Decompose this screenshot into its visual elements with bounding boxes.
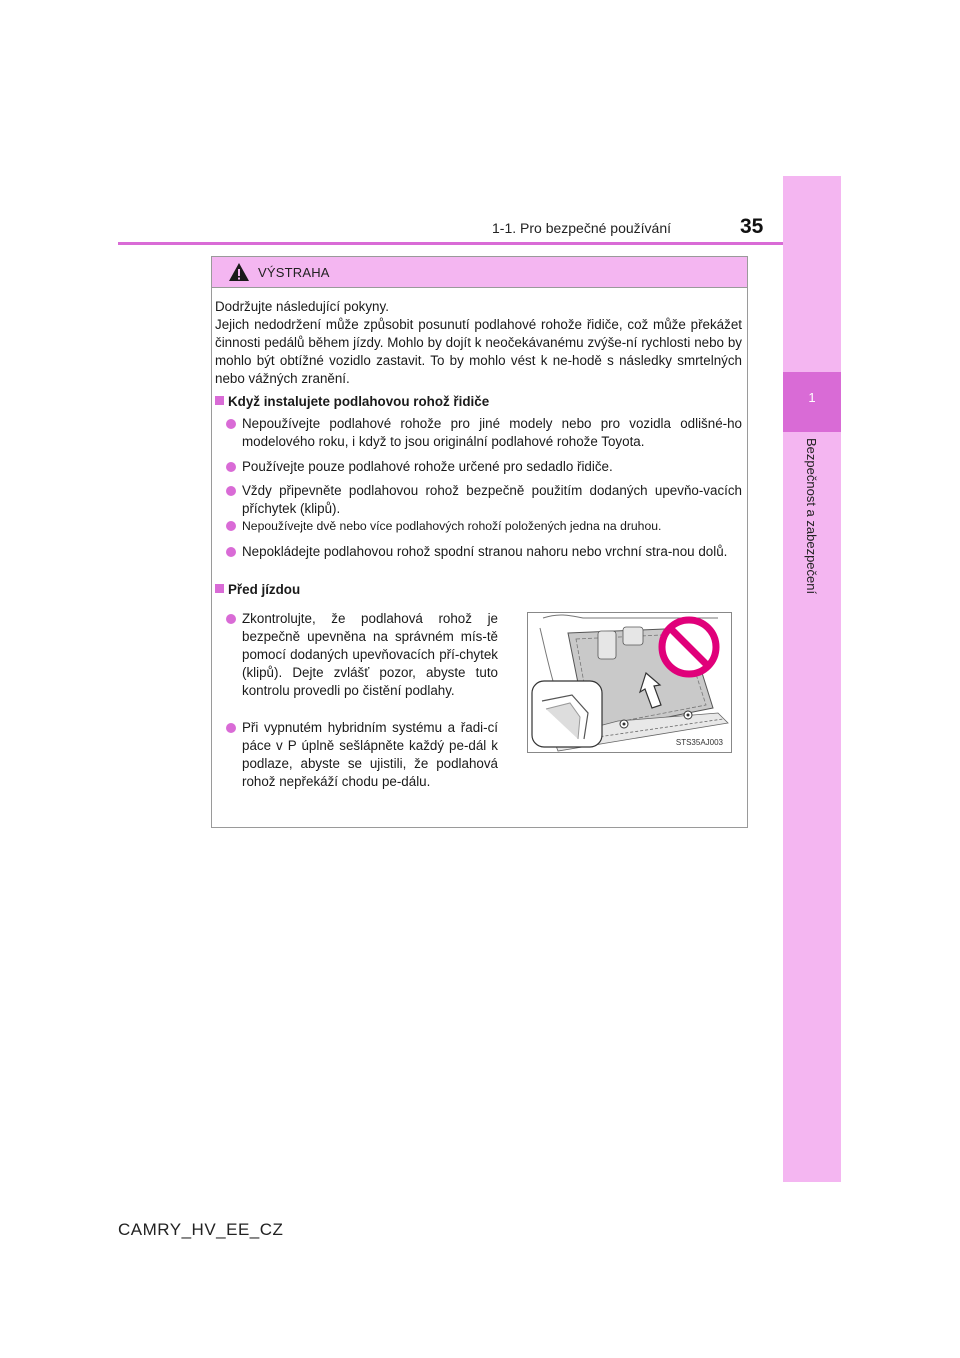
list-item: Při vypnutém hybridním systému a řadi-cí páce v P úplně sešlápněte každý pe-dál k podlaze, abyste se ujistili, že podlahová rohož nepřekáží chodu pe-dálu. [226, 719, 498, 791]
floor-mat-drawing-icon [528, 613, 731, 752]
warning-title: VÝSTRAHA [258, 264, 330, 280]
square-bullet-icon [215, 584, 224, 593]
list-item: Nepoužívejte dvě nebo více podlahových rohoží položených jedna na druhou. [226, 517, 742, 535]
warning-intro-line: Dodržujte následující pokyny. [215, 299, 389, 314]
round-bullet-icon [226, 547, 236, 557]
figure-code: STS35AJ003 [675, 738, 723, 747]
list-item: Používejte pouze podlahové rohože určené pro sedadlo řidiče. [226, 458, 742, 476]
round-bullet-icon [226, 486, 236, 496]
round-bullet-icon [226, 723, 236, 733]
document-code: CAMRY_HV_EE_CZ [118, 1220, 284, 1239]
square-bullet-icon [215, 396, 224, 405]
warning-header [212, 257, 747, 288]
round-bullet-icon [226, 521, 236, 531]
list-item: Vždy připevněte podlahovou rohož bezpečně použitím dodaných upevňo-vacích příchytek (klipů). [226, 482, 742, 518]
round-bullet-icon [226, 462, 236, 472]
section-heading-before-driving: Před jízdou [215, 581, 300, 599]
list-item: Nepokládejte podlahovou rohož spodní stranou nahoru nebo vrchní stra-nou dolů. [226, 543, 742, 561]
warning-triangle-icon [228, 262, 250, 282]
list-item: Zkontrolujte, že podlahová rohož je bezpečně upevněna na správném mís-tě pomocí dodaných upevňovacích pří-chytek (klipů). Dejte zvlášť pozor, abyste tuto kontrolu provedli po čistění podlahy. [226, 610, 498, 700]
warning-intro-text: Jejich nedodržení může způsobit posunutí podlahové rohože řidiče, což může překážet činnosti pedálů během jízdy. Mohlo by dojít k neočekávanému zvýše-ní rychlosti nebo by mohlo být obtížné vozidlo zastavit. To by mohlo vést k ne-hodě s následky smrtelných nebo vážných zranění. [215, 317, 742, 386]
chapter-number: 1 [808, 390, 816, 405]
page-number: 35 [740, 215, 764, 238]
list-item: Nepoužívejte podlahové rohože pro jiné modely nebo pro vozidla odlišné-ho modelového roku, i když to jsou originální podlahové rohože Toyota. [226, 415, 742, 451]
header-rule [118, 242, 783, 245]
round-bullet-icon [226, 614, 236, 624]
round-bullet-icon [226, 419, 236, 429]
chapter-side-tab [783, 176, 841, 1182]
section-heading-installing: Když instalujete podlahovou rohož řidiče [215, 393, 489, 411]
section-title: 1-1. Pro bezpečné používání [492, 220, 672, 236]
floor-mat-illustration [527, 612, 732, 753]
